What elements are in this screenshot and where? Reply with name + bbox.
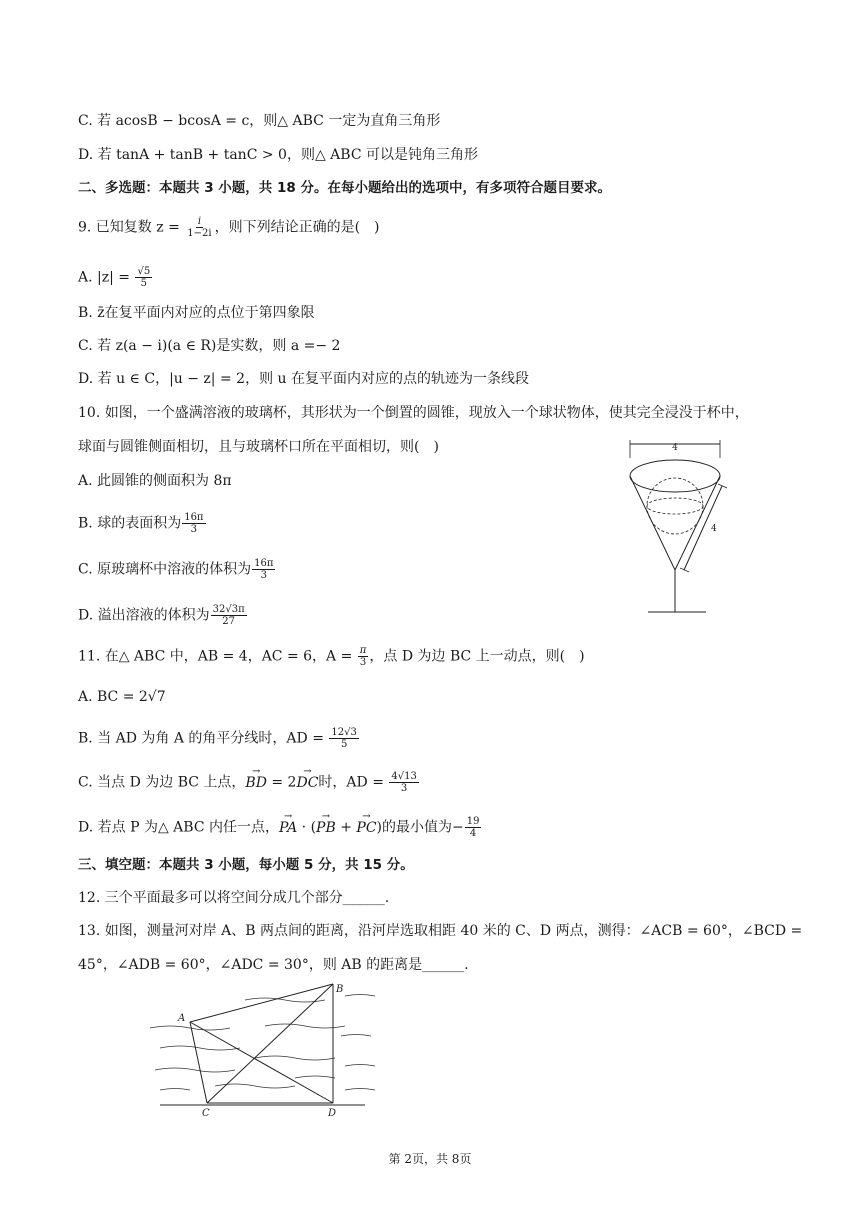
- q9-fraction: $\frac{i}{1-2i}$: [187, 216, 212, 239]
- q10-option-a: A. 此圆锥的侧面积为 8π: [78, 473, 232, 489]
- point-c-label: C: [202, 1108, 210, 1119]
- q11-option-c: C. 当点 D 为边 BC 上点，→ BD = 2→ DC时，AD = $\frac{4√13}{3}$: [78, 771, 420, 794]
- q9-option-b: B. z̄在复平面内对应的点位于第四象限: [78, 305, 315, 321]
- q10-option-d: D. 溢出溶液的体积为 $\frac{32√3\pi}{27}$: [78, 604, 245, 627]
- section-3-heading: 三、填空题：本题共 3 小题，每小题 5 分，共 15 分。: [78, 857, 414, 873]
- q11-option-a: A. BC = 2√7: [78, 689, 166, 705]
- q9-option-d: D. 若 u ∈ C，|u − z| = 2，则 u 在复平面内对应的点的轨迹为一条线段: [78, 371, 529, 387]
- q11-option-b: B. 当 AD 为角 A 的角平分线时，AD = $\frac{12√3}{5}$: [78, 727, 357, 750]
- q12-stem: 12. 三个平面最多可以将空间分成几个部分______.: [78, 890, 390, 906]
- point-d-label: D: [328, 1108, 337, 1119]
- q9-option-c: C. 若 z(a − i)(a ∈ R)是实数，则 a =− 2: [78, 338, 341, 354]
- section-2-heading: 二、多选题：本题共 3 小题，共 18 分。在每小题给出的选项中，有多项符合题目要求。: [78, 180, 611, 196]
- cone-top-label: 4: [672, 443, 678, 453]
- cone-side-label: 4: [711, 524, 717, 534]
- page-footer: 第 2页，共 8页: [388, 1152, 472, 1166]
- q8-option-d: D. 若 tanA + tanB + tanC > 0，则△ ABC 可以是钝角三角形: [78, 147, 478, 163]
- q13-stem-line1: 13. 如图，测量河对岸 A、B 两点间的距离，沿河岸选取相距 40 米的 C、D 两点，测得：∠ACB = 60°，∠BCD =: [78, 923, 803, 939]
- q10-stem-line1: 10. 如图，一个盛满溶液的玻璃杯，其形状为一个倒置的圆锥，现放入一个球状物体，使其完全浸没于杯中，: [78, 405, 749, 421]
- q10-stem-line2: 球面与圆锥侧面相切，且与玻璃杯口所在平面相切，则( ): [78, 439, 439, 455]
- q11-stem: 11. 在△ ABC 中，AB = 4，AC = 6，A = $\frac{\pi}{3}$ ，点 D 为边 BC 上一动点，则( ): [78, 645, 585, 668]
- q8-option-c: C. 若 acosB − bcosA = c，则△ ABC 一定为直角三角形: [78, 113, 441, 129]
- q13-stem-line2: 45°，∠ADB = 60°，∠ADC = 30°，则 AB 的距离是______.: [78, 957, 469, 973]
- q11-option-d: D. 若点 P 为△ ABC 内任一点，→ PA · (→ PB + → PC)的最小值为− $\frac{19}{4}$: [78, 816, 482, 839]
- cone-figure: [618, 436, 748, 618]
- q9-stem: 9. 已知复数 z = $\frac{i}{1-2i}$ ，则下列结论正确的是( ): [78, 216, 380, 239]
- q10-option-b: B. 球的表面积为 $\frac{16\pi}{3}$: [78, 512, 204, 535]
- q9-option-a: A. |z| = $\frac{√5}{5}$: [78, 266, 151, 289]
- point-a-label: A: [178, 1013, 186, 1024]
- q10-option-c: C. 原玻璃杯中溶液的体积为 $\frac{16\pi}{3}$: [78, 558, 274, 581]
- river-figure: [145, 978, 385, 1120]
- point-b-label: B: [336, 984, 344, 995]
